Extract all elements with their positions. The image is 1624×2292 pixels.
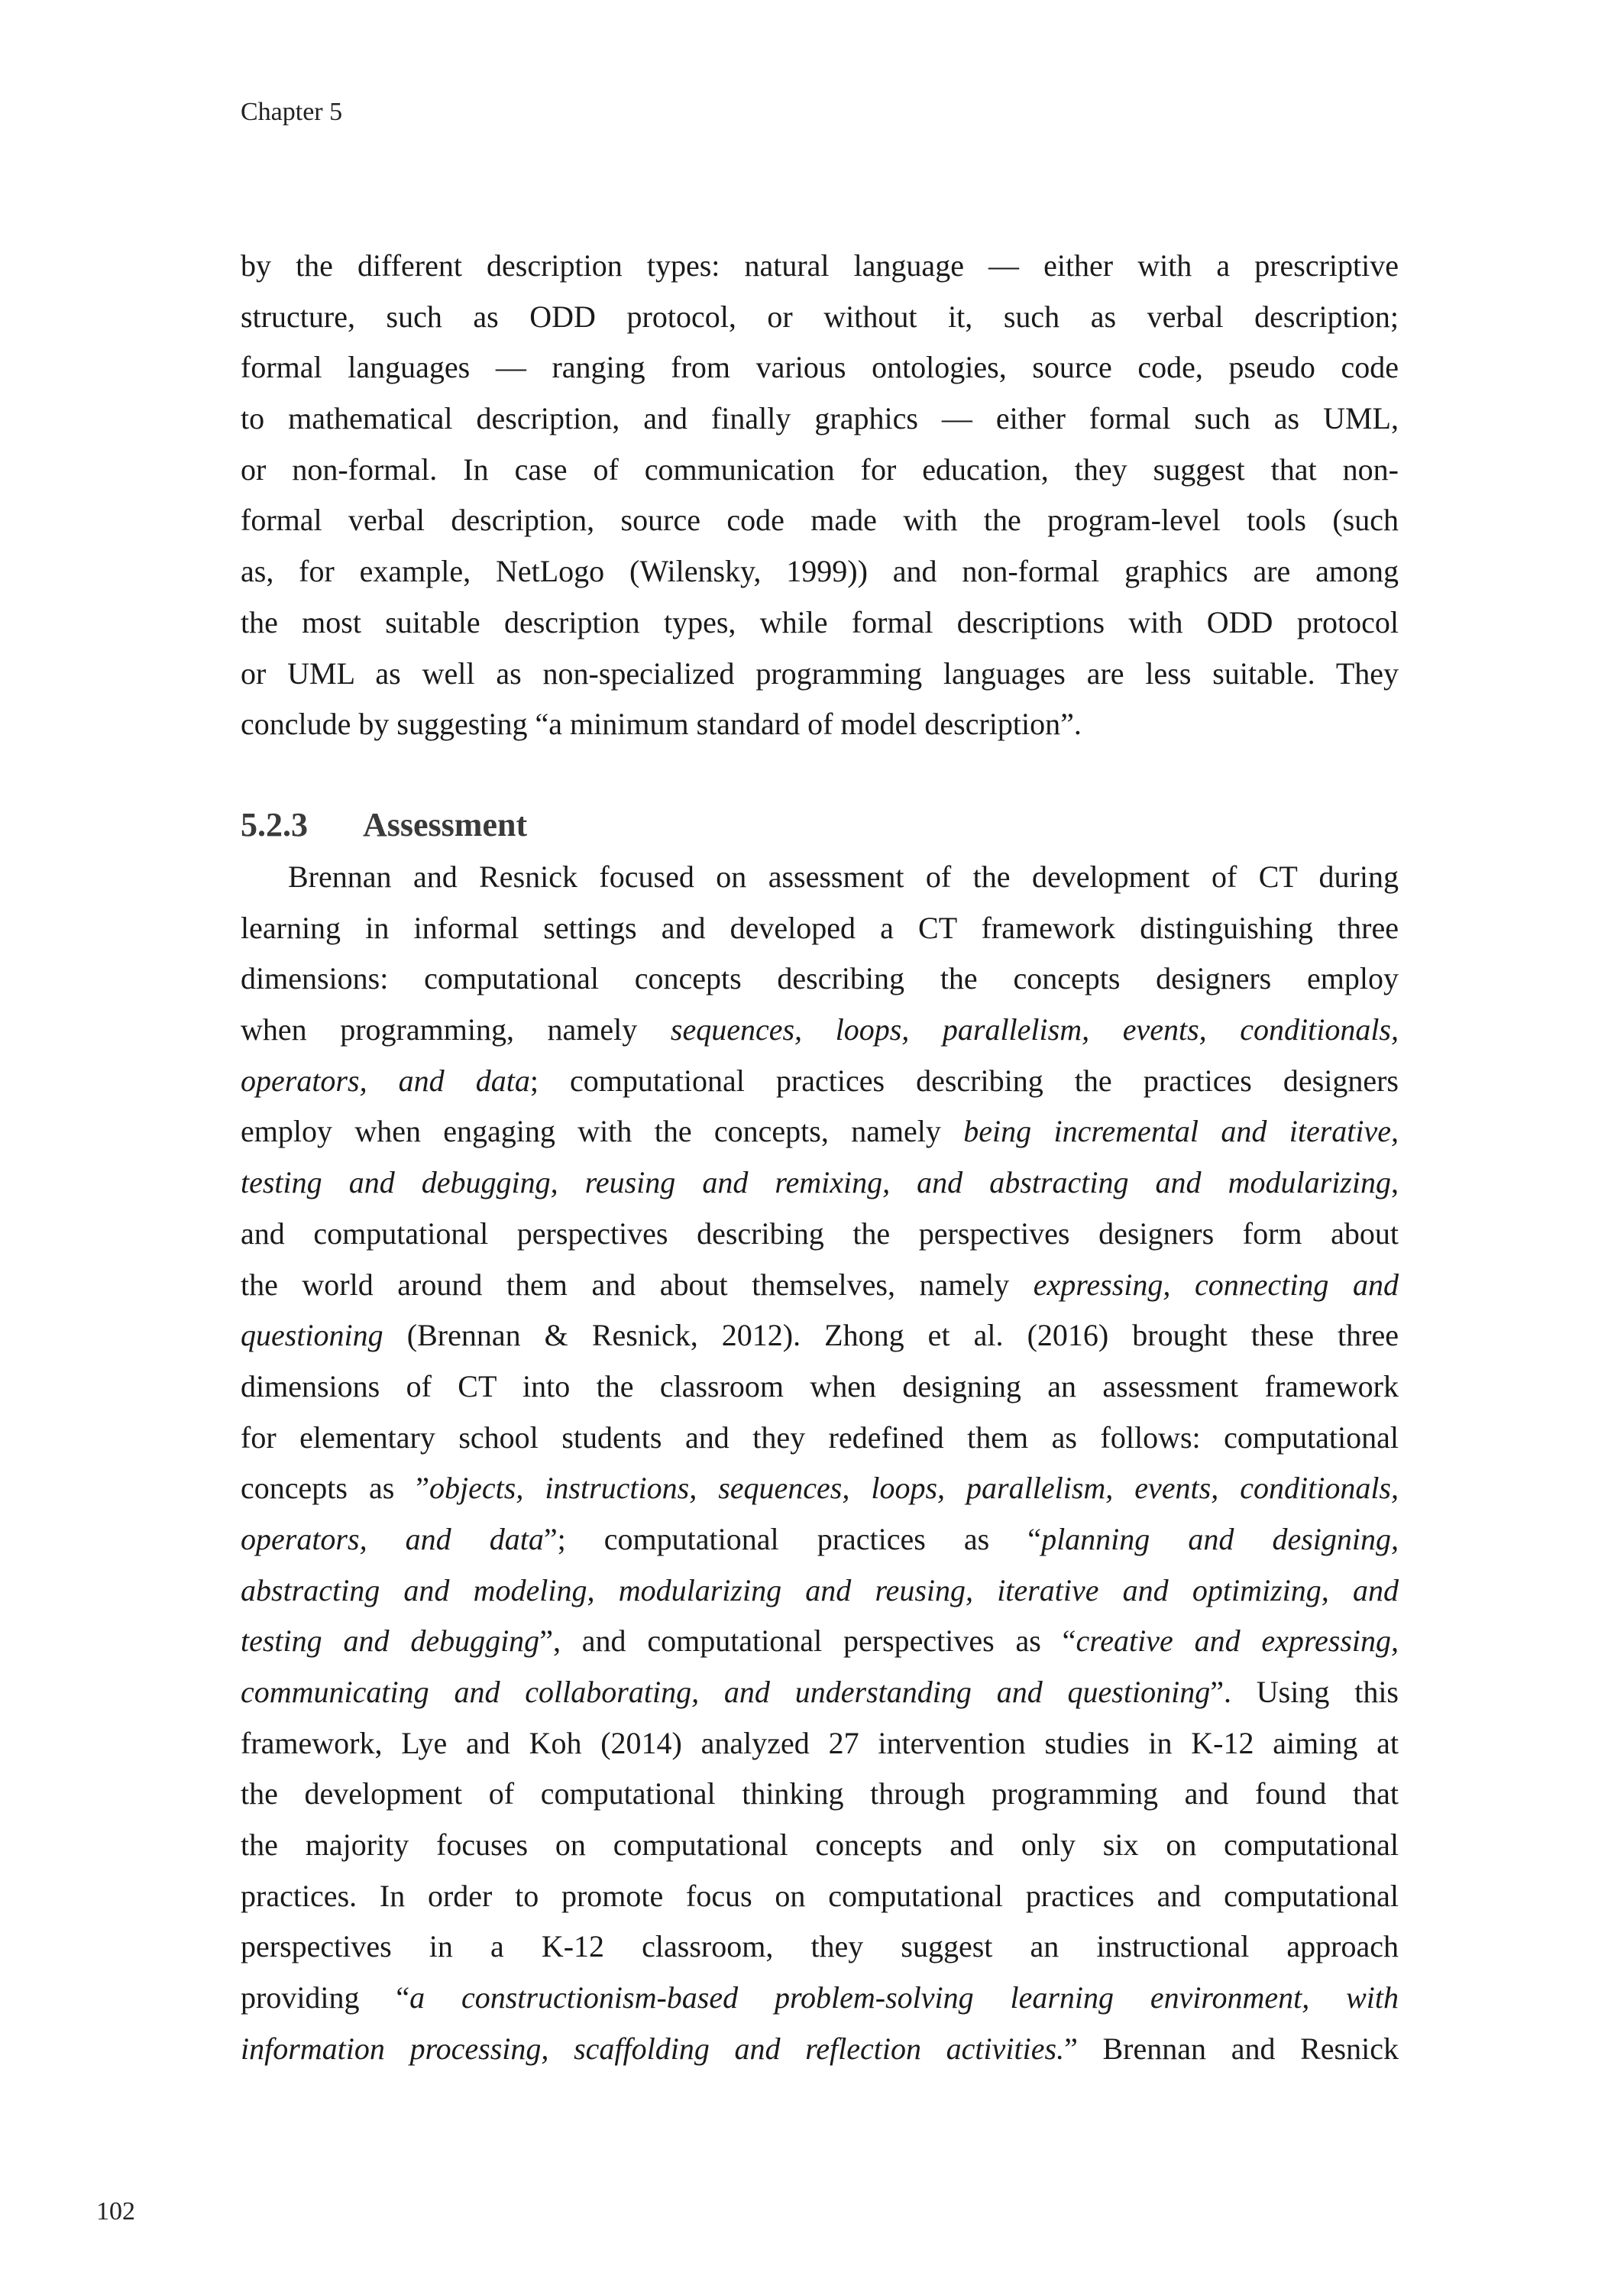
text-line bbox=[241, 1973, 1399, 2024]
text-segment: employ when engaging with the concepts, namely bbox=[241, 1114, 964, 1149]
text-line bbox=[241, 1413, 1399, 1464]
text-line bbox=[241, 597, 1399, 649]
text-line bbox=[241, 1616, 1399, 1667]
text-line bbox=[241, 1157, 1399, 1209]
italic-text: testing and debugging, reusing and remixing, and abstracting and modularizing bbox=[241, 1165, 1391, 1200]
text-segment: the development of computational thinking through programming and found that bbox=[241, 1776, 1399, 1811]
italic-text: a constructionism-based problem-solving learning environment, with bbox=[409, 1980, 1399, 2015]
text-line bbox=[241, 1769, 1399, 1820]
text-segment: framework, Lye and Koh (2014) analyzed 27 intervention studies in K-12 aiming at bbox=[241, 1725, 1399, 1760]
text-line bbox=[241, 1361, 1399, 1413]
text-line bbox=[241, 2024, 1399, 2075]
text-segment: perspectives in a K-12 classroom, they suggest an instructional approach bbox=[241, 1929, 1399, 1964]
page-number: 102 bbox=[96, 2197, 135, 2226]
running-head: Chapter 5 bbox=[241, 98, 343, 126]
text-line bbox=[241, 1514, 1399, 1565]
text-segment: the most suitable description types, while formal descriptions with ODD protocol bbox=[241, 604, 1399, 639]
italic-text: being incremental and iterative, bbox=[963, 1114, 1399, 1149]
text-segment: as, for example, NetLogo (Wilensky, 1999)) and non-formal graphics are among bbox=[241, 554, 1399, 589]
text-line bbox=[241, 393, 1399, 445]
italic-text: operators, and data bbox=[241, 1063, 530, 1098]
text-segment: for elementary school students and they redefined them as follows: computational bbox=[241, 1420, 1399, 1455]
text-line bbox=[241, 1005, 1399, 1056]
paragraph-model-description bbox=[241, 241, 1399, 750]
italic-text: planning and designing, bbox=[1041, 1521, 1399, 1556]
text-segment: or UML as well as non-specialized programming languages are less suitable. They bbox=[241, 656, 1399, 691]
text-line bbox=[241, 241, 1399, 292]
text-line bbox=[241, 1106, 1399, 1157]
text-segment: learning in informal settings and developed a CT framework distinguishing three bbox=[241, 910, 1399, 945]
text-line bbox=[241, 1310, 1399, 1361]
text-line bbox=[241, 699, 1399, 750]
text-line bbox=[241, 292, 1399, 343]
text-segment: concepts as ” bbox=[241, 1471, 430, 1506]
italic-text: expressing, connecting and bbox=[1033, 1267, 1399, 1302]
text-line bbox=[241, 445, 1399, 496]
text-segment: to mathematical description, and finally graphics — either formal such as UML, bbox=[241, 401, 1399, 436]
text-line bbox=[241, 1820, 1399, 1871]
text-line bbox=[241, 852, 1399, 903]
text-line bbox=[241, 1209, 1399, 1260]
text-line bbox=[241, 1871, 1399, 1922]
section-number: 5.2.3 bbox=[241, 806, 308, 843]
text-segment: dimensions: computational concepts describing the concepts designers employ bbox=[241, 961, 1399, 996]
text-line bbox=[241, 1463, 1399, 1514]
text-line bbox=[241, 1921, 1399, 1973]
text-line bbox=[241, 546, 1399, 597]
italic-text: questioning bbox=[241, 1318, 383, 1353]
text-segment: ” Brennan and Resnick bbox=[1064, 2031, 1399, 2066]
text-segment: by the different description types: natural language — either with a prescriptive bbox=[241, 248, 1399, 283]
text-segment: ; computational practices describing the practices designers bbox=[529, 1063, 1399, 1098]
section-title: Assessment bbox=[363, 806, 528, 843]
italic-text: communicating and collaborating, and understanding and questioning bbox=[241, 1675, 1211, 1709]
text-line bbox=[241, 1565, 1399, 1617]
text-line bbox=[241, 1260, 1399, 1311]
text-segment: structure, such as ODD protocol, or without it, such as verbal description; bbox=[241, 299, 1399, 334]
text-segment: formal verbal description, source code made with the program-level tools (such bbox=[241, 503, 1399, 538]
text-line bbox=[241, 953, 1399, 1005]
text-segment: , bbox=[1391, 1165, 1399, 1200]
text-segment: and computational perspectives describing the perspectives designers form about bbox=[241, 1216, 1399, 1251]
italic-text: creative and expressing, bbox=[1076, 1624, 1399, 1659]
text-line bbox=[241, 903, 1399, 954]
text-segment: when programming, namely bbox=[241, 1012, 671, 1047]
text-segment: dimensions of CT into the classroom when designing an assessment framework bbox=[241, 1368, 1399, 1403]
text-segment: practices. In order to promote focus on computational practices and computational bbox=[241, 1878, 1399, 1913]
text-segment: ”, and computational perspectives as “ bbox=[539, 1624, 1076, 1659]
italic-text: testing and debugging bbox=[241, 1624, 540, 1659]
text-segment: or non-formal. In case of communication for education, they suggest that non- bbox=[241, 452, 1399, 487]
italic-text: sequences, loops, parallelism, events, conditionals, bbox=[670, 1012, 1399, 1047]
text-segment: formal languages — ranging from various ontologies, source code, pseudo code bbox=[241, 350, 1399, 385]
text-segment: ”. Using this bbox=[1210, 1675, 1399, 1709]
text-segment: ”; computational practices as “ bbox=[543, 1521, 1042, 1556]
text-segment: conclude by suggesting “a minimum standard of model description”. bbox=[241, 707, 1082, 742]
text-line bbox=[241, 495, 1399, 546]
text-line bbox=[241, 342, 1399, 393]
text-segment: providing “ bbox=[241, 1980, 410, 2015]
text-line bbox=[241, 649, 1399, 700]
text-segment: Brennan and Resnick focused on assessment of the development of CT during bbox=[288, 860, 1399, 894]
text-line bbox=[241, 1056, 1399, 1107]
text-line bbox=[241, 1667, 1399, 1718]
text-segment: the world around them and about themselves, namely bbox=[241, 1267, 1034, 1302]
text-segment: (Brennan & Resnick, 2012). Zhong et al. (2016) brought these three bbox=[383, 1318, 1399, 1353]
italic-text: objects, instructions, sequences, loops, parallelism, events, conditionals, bbox=[429, 1471, 1399, 1506]
italic-text: information processing, scaffolding and reflection activities. bbox=[241, 2031, 1065, 2066]
text-line bbox=[241, 1718, 1399, 1769]
paragraph-assessment bbox=[241, 852, 1399, 2075]
italic-text: abstracting and modeling, modularizing and reusing, iterative and optimizing, and bbox=[241, 1572, 1399, 1607]
section-heading bbox=[241, 804, 527, 847]
text-segment: the majority focuses on computational concepts and only six on computational bbox=[241, 1827, 1399, 1863]
italic-text: operators, and data bbox=[241, 1521, 544, 1556]
